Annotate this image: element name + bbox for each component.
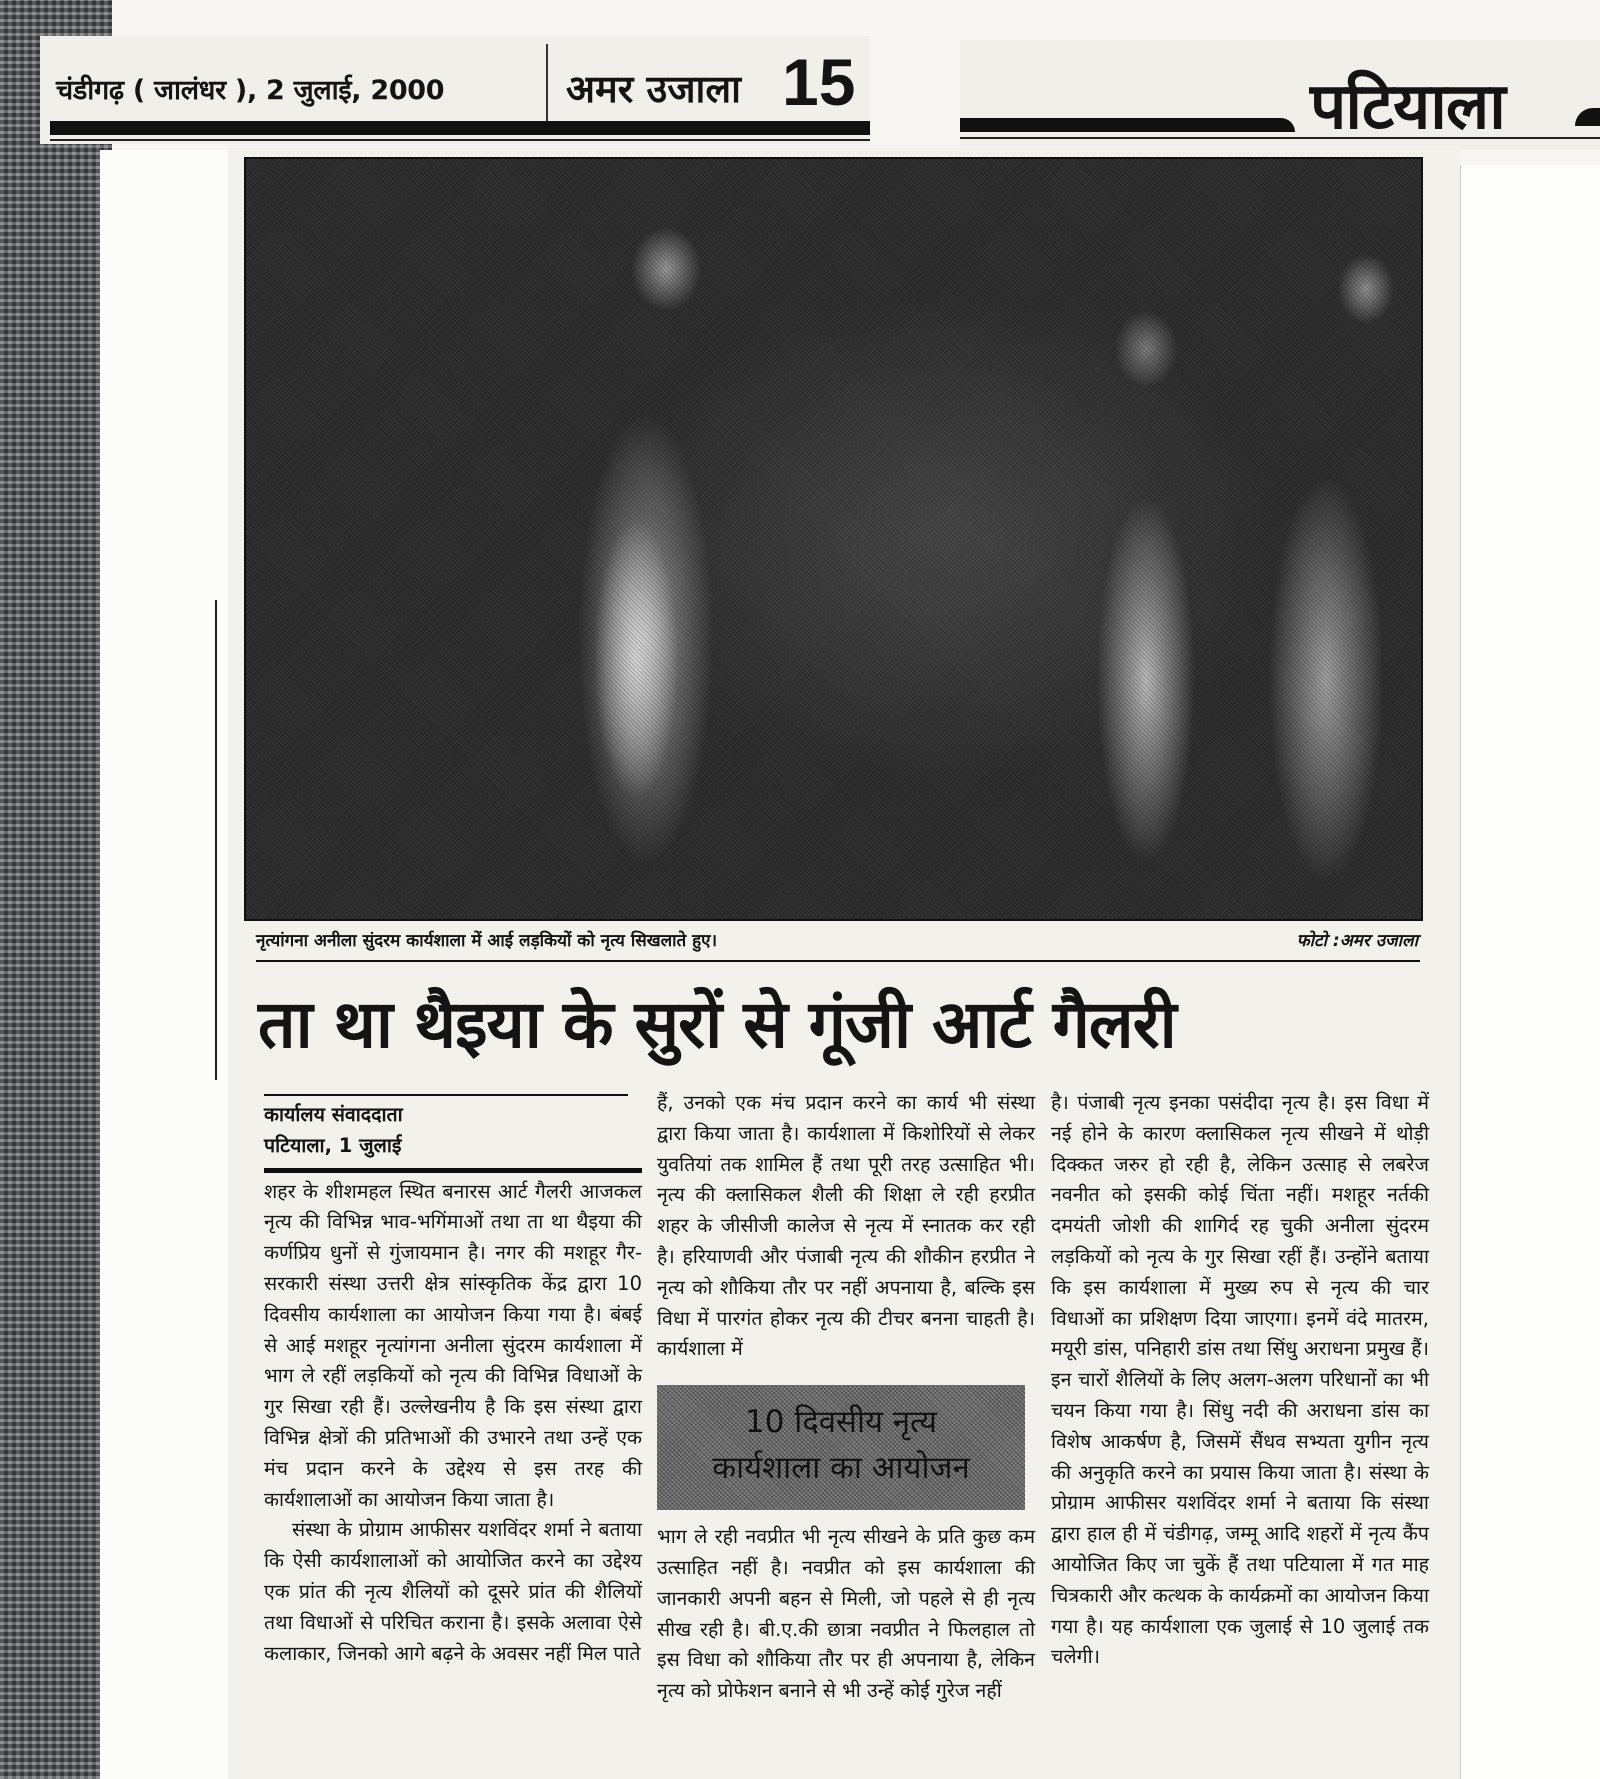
section-bar [960,118,1295,132]
fabric-background [0,0,112,1779]
masthead-rule [50,139,870,141]
article-column-3 [1051,1088,1429,1673]
caption-rule [256,960,1420,962]
paragraph: शहर के शीशमहल स्थित बनारस आर्ट गैलरी आजकल नृत्य की विभिन्न भाव-भगिंमाओं तथा ता था थैइया की कर्णप्रिय धुनों से गुंजायमान है। नगर की मशहूर गैर-सरकारी संस्था उत्तरी क्षेत्र सांस्कृतिक केंद्र द्वारा 10 दिवसीय कार्यशाला का आयोजन किया गया है। बंबई से आई मशहूर नृत्यांगना अनीला सुंदरम कार्यशाला में भाग ले रहीं लड़कियों को नृत्य की विभिन्न विधाओं के गुर सिखा रही हैं। उल्लेखनीय है कि इस संस्था द्वारा विभिन्न क्षेत्रों की प्रतिभाओं की उभारने तथा उन्हें एक मंच प्रदान करने के उद्देश्य से इस तरह की कार्यशालाओं का आयोजन किया जाता है। [264,1179,642,1511]
article-column-1 [264,1092,642,1669]
byline-dateline: पटियाला, 1 जुलाई [264,1133,402,1157]
photo-credit: फोटो :अमर उजाला [1296,931,1418,951]
masthead-bar [50,121,870,135]
newspaper-name: अमर उजाला [566,67,741,111]
byline-rule-thick [264,1168,642,1173]
photo-caption-row [256,928,1418,954]
pull-quote-line: कार्यशाला का आयोजन [712,1450,970,1487]
news-photo [244,157,1423,921]
section-city-title: पटियाला [1310,70,1505,144]
photo-caption: नृत्यांगना अनीला सुंदरम कार्यशाला में आई लड़कियों को नृत्य सिखलाते हुए। [256,931,718,951]
masthead-dateline: चंडीगढ़ ( जालंधर ), 2 जुलाई, 2000 [56,75,445,106]
masthead-divider [546,44,548,124]
paragraph: हैं, उनको एक मंच प्रदान करने का कार्य भी संस्था द्वारा किया जाता है। कार्यशाला में किशोरियों से लेकर युवतियां तक शामिल हैं तथा पूरी तरह उत्साहित भी। नृत्य की क्लासिकल शैली की शिक्षा ले रही हरप्रीत शहर के जीसीजी कालेज से नृत्य में स्नातक कर रही है। हरियाणवी और पंजाबी नृत्य की शौकीन हरप्रीत ने नृत्य को शौकिया तौर पर नहीं अपनाया है, बल्कि इस विधा में पारगंत होकर नृत्य की टीचर बनना चाहती है। कार्यशाला में [657,1091,1035,1361]
pull-quote-box [657,1385,1025,1510]
clipping-edge [215,600,217,1080]
backing-sheet [100,150,230,1779]
page-number: 15 [782,45,856,119]
pull-quote-line: 10 दिवसीय नृत्य [744,1404,938,1441]
backing-sheet-right [1460,165,1600,1779]
byline-author: कार्यालय संवाददाता [264,1103,403,1126]
article-headline: ता था थैइया के सुरों से गूंजी आर्ट गैलरी [258,986,1176,1063]
article-column-2 [657,1088,1035,1707]
paragraph: भाग ले रही नवप्रीत भी नृत्य सीखने के प्रति कुछ कम उत्साहित नहीं है। नवप्रीत को इस कार्यशाला की जानकारी अपनी बहन से मिली, जो पहले से ही नृत्य सीख रही है। बी.ए.की छात्रा नवप्रीत ने फिलहाल तो इस विधा को शौकिया तौर पर ही अपनाया है, लेकिन नृत्य को प्रोफेशन बनाने से भी उन्हें कोई गुरेज नहीं [657,1525,1035,1703]
paragraph: है। पंजाबी नृत्य इनका पसंदीदा नृत्य है। इस विधा में नई होने के कारण क्लासिकल नृत्य सीखने में थोड़ी दिक्कत जरुर हो रही है, लेकिन उत्साह से लबरेज नवनीत को इसकी कोई चिंता नहीं। मशहूर नर्तकी दमयंती जोशी की शागिर्द रह चुकी अनीला सुंदरम लड़कियों को नृत्य के गुर सिखा रहीं हैं। उन्होंने बताया कि इस कार्यशाला में मुख्य रुप से नृत्य की चार विधाओं का प्रशिक्षण दिया जाएगा। इनमें वंदे मातरम, मयूरी डांस, पनिहारी डांस तथा सिंधु अराधना प्रमुख हैं। इन चारों शैलियों के लिए अलग-अलग परिधानों का भी चयन किया गया है। सिंधु नदी की अराधना डांस का विशेष आकर्षण है, जिसमें सैंधव सभ्यता युगीन नृत्य की अनुकृति करने का प्रयास किया जाता है। संस्था के प्रोग्राम आफीसर यशविंदर शर्मा ने बताया कि संस्था द्वारा हाल ही में चंडीगढ़, जम्मू आदि शहरों में नृत्य कैंप आयोजित किए जा चुकें हैं तथा पटियाला में गत माह चित्रकारी और कत्थक के कार्यक्रमों का आयोजन किया गया है। यह कार्यशाला एक जुलाई से 10 जुलाई तक चलेगी। [1051,1091,1429,1669]
paragraph: संस्था के प्रोग्राम आफीसर यशविंदर शर्मा ने बताया कि ऐसी कार्यशालाओं को आयोजित करने का उद्देश्य एक प्रांत की नृत्य शैलियों को दूसरे प्रांत की शैलियों तथा विधाओं से परिचित कराना है। इसके अलावा ऐसे कलाकार, जिनको आगे बढ़ने के अवसर नहीं मिल पाते [264,1518,642,1665]
